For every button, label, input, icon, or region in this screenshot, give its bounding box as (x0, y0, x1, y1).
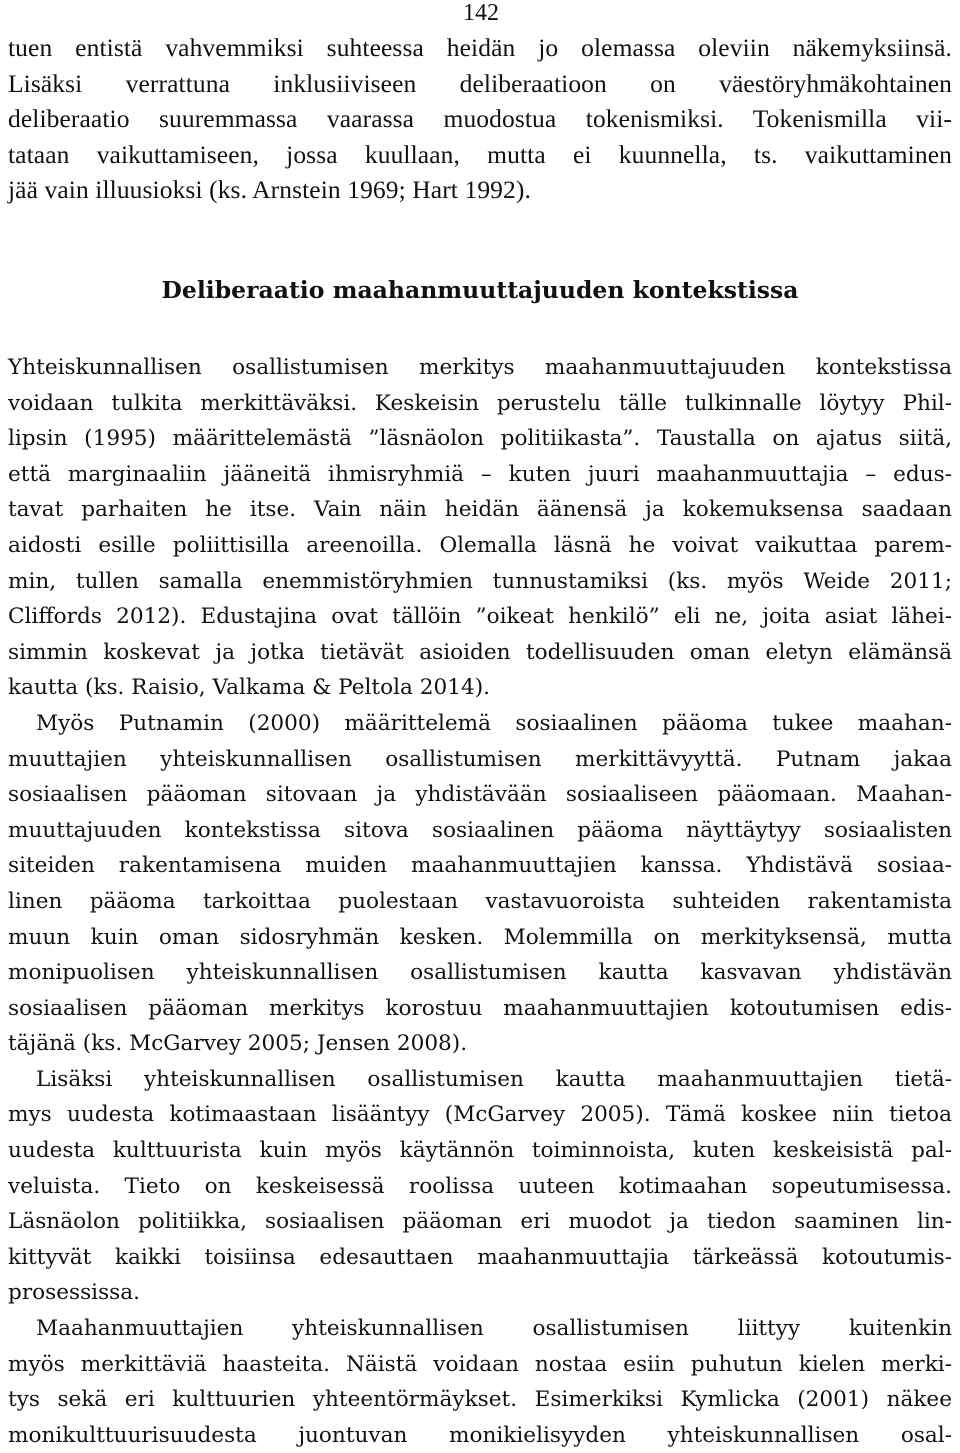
text-line: täjänä (ks. McGarvey 2005; Jensen 2008). (8, 1031, 468, 1057)
text-line: jää vain illuusioksi (ks. Arnstein 1969; Hart 1992). (8, 175, 531, 205)
intro-paragraph (8, 30, 952, 208)
text-line: tavat parhaiten he itse. Vain näin heidän äänensä ja kokemuksensa saadaan (8, 497, 952, 523)
text-line: voidaan tulkita merkittäväksi. Keskeisin perustelu tälle tulkinnalle löytyy Phil- (8, 390, 952, 416)
text-line: tataan vaikuttamiseen, jossa kuullaan, mutta ei kuunnella, ts. vaikuttaminen (8, 139, 952, 169)
text-line: kautta (ks. Raisio, Valkama & Peltola 2014). (8, 675, 490, 701)
text-line: siteiden rakentamisena muiden maahanmuuttajien kanssa. Yhdistävä sosiaa- (8, 853, 952, 879)
text-line: että marginaaliin jääneitä ihmisryhmiä – kuten juuri maahanmuuttajia – edus- (8, 461, 952, 487)
text-line: min, tullen samalla enemmistöryhmien tunnustamiksi (ks. myös Weide 2011; (8, 568, 952, 594)
text-line: Cliffords 2012). Edustajina ovat tällöin ”oikeat henkilö” eli ne, joita asiat lähei- (8, 604, 952, 630)
text-line: uudesta kulttuurista kuin myös käytännön toiminnoista, kuten keskeisistä pal- (8, 1138, 952, 1164)
text-line: prosessissa. (8, 1280, 140, 1306)
text-line: myös merkittäviä haasteita. Näistä voidaan nostaa esiin puhutun kielen merki- (8, 1351, 952, 1377)
text-line: sosiaalisen pääoman merkitys korostuu maahanmuuttajien kotoutumisen edis- (8, 995, 952, 1021)
text-line: aidosti esille poliittisilla areenoilla. Olemalla läsnä he voivat vaikuttaa parem- (8, 532, 952, 558)
text-line: Yhteiskunnallisen osallistumisen merkitys maahanmuuttajuuden kontekstissa (8, 355, 952, 380)
text-line: muuttajuuden kontekstissa sitova sosiaalinen pääoma näyttäytyy sosiaalisten (8, 817, 952, 843)
text-line: Läsnäolon politiikka, sosiaalisen pääoman eri muodot ja tiedon saaminen lin- (8, 1209, 952, 1235)
text-line: monipuolisen yhteiskunnallisen osallistumisen kautta kasvavan yhdistävän (8, 960, 952, 986)
text-line: Lisäksi yhteiskunnallisen osallistumisen kautta maahanmuuttajien tietä- (36, 1066, 952, 1092)
text-line: lipsin (1995) määrittelemästä ”läsnäolon politiikasta”. Taustalla on ajatus siitä, (8, 426, 952, 452)
text-line: Lisäksi verrattuna inklusiiviseen deliberaatioon on väestöryhmäkohtainen (8, 68, 952, 98)
text-line: kittyvät kaikki toisiinsa edesauttaen maahanmuuttajia tärkeässä kotoutumis- (8, 1244, 952, 1270)
text-line: deliberaatio suuremmassa vaarassa muodostua tokenismiksi. Tokenismilla vii- (8, 104, 952, 134)
text-line: sosiaalisen pääoman sitovaan ja yhdistävään sosiaaliseen pääomaan. Maahan- (8, 782, 952, 808)
text-line: mys uudesta kotimaastaan lisääntyy (McGarvey 2005). Tämä koskee niin tietoa (8, 1102, 952, 1128)
text-line: Myös Putnamin (2000) määrittelemä sosiaalinen pääoma tukee maahan- (36, 710, 952, 736)
text-line: tuen entistä vahvemmiksi suhteessa heidän jo olemassa oleviin näkemyksiinsä. (8, 33, 952, 62)
text-line: linen pääoma tarkoittaa puolestaan vastavuoroista suhteiden rakentamista (8, 888, 952, 914)
text-line: Maahanmuuttajien yhteiskunnallisen osallistumisen liittyy kuitenkin (36, 1316, 952, 1342)
text-line: veluista. Tieto on keskeisessä roolissa uuteen kotimaahan sopeutumisessa. (8, 1173, 952, 1199)
text-line: muun kuin oman sidosryhmän kesken. Molemmilla on merkityksensä, mutta (8, 924, 952, 950)
text-line: muuttajien yhteiskunnallisen osallistumisen merkittävyyttä. Putnam jakaa (8, 746, 952, 772)
text-line: tys sekä eri kulttuurien yhteentörmäykset. Esimerkiksi Kymlicka (2001) näkee (8, 1387, 952, 1413)
page-number: 142 (463, 0, 499, 26)
text-line: simmin koskevat ja jotka tietävät asioiden todellisuuden oman eletyn elämänsä (8, 639, 952, 665)
body-text (8, 350, 952, 1453)
text-line: monikulttuurisuudesta juontuvan monikielisyyden yhteiskunnallisen osal- (8, 1422, 952, 1448)
section-heading: Deliberaatio maahanmuuttajuuden kontekstissa (161, 276, 799, 304)
